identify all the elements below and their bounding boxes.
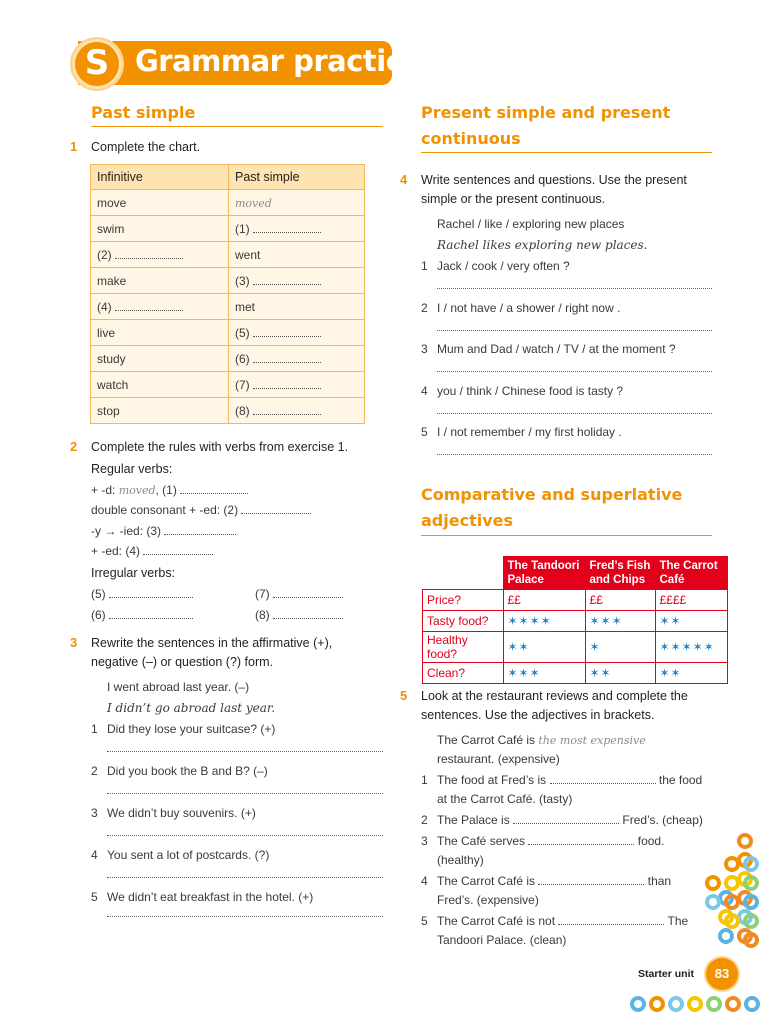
answer-blank[interactable]	[253, 325, 321, 337]
past-simple-cell	[229, 242, 365, 268]
decorative-ring	[724, 875, 740, 891]
column-header: Fred’s Fish and Chips	[585, 557, 655, 590]
item-text: (healthy)	[437, 853, 484, 867]
decorative-ring	[724, 894, 740, 910]
example-text: restaurant. (expensive)	[437, 752, 560, 766]
item-text: You sent a lot of postcards. (?)	[107, 848, 270, 862]
exercise-instruction: Write sentences and questions. Use the present simple or the present continuous.	[421, 173, 687, 206]
cell-text: moved	[235, 196, 272, 210]
table-row	[91, 190, 365, 216]
column-header: Past simple	[229, 165, 365, 190]
decorative-ring	[743, 932, 759, 948]
answer-line[interactable]	[107, 916, 383, 917]
item-text: Mum and Dad / watch / TV / at the moment ?	[437, 342, 676, 356]
rating-stars: ✶✶	[655, 611, 727, 632]
cell-text: study	[97, 351, 126, 366]
page-number: 83	[714, 966, 730, 981]
verb-chart	[90, 164, 365, 424]
cell-text: stop	[97, 403, 120, 418]
decorative-ring	[630, 996, 646, 1012]
item-number: 5	[421, 914, 428, 928]
list-item	[91, 888, 383, 930]
answer-blank[interactable]	[273, 586, 343, 598]
infinitive-cell	[91, 294, 229, 320]
table-row	[91, 294, 365, 320]
item-text: than	[647, 874, 672, 888]
list-item	[421, 832, 713, 872]
past-simple-cell	[229, 372, 365, 398]
rating-stars: ✶✶✶✶	[503, 611, 585, 632]
section-rule	[421, 535, 712, 536]
rating-stars: ✶✶✶	[585, 611, 655, 632]
rating-stars: ✶✶	[503, 632, 585, 663]
table-row	[423, 632, 728, 663]
example-answer: I didn’t go abroad last year.	[107, 701, 276, 715]
answer-blank[interactable]	[253, 273, 321, 285]
infinitive-cell	[91, 346, 229, 372]
cell-text: move	[97, 195, 127, 210]
list-item	[421, 340, 712, 382]
cell-text: watch	[97, 377, 129, 392]
list-item	[421, 771, 713, 811]
rule-line	[91, 481, 248, 500]
list-item	[421, 423, 712, 465]
item-number: 3	[421, 342, 428, 356]
item-text: The food at Fred’s is	[437, 773, 547, 787]
rule-text: + -ed: (4)	[91, 544, 141, 558]
section-rule	[91, 126, 383, 127]
answer-blank[interactable]	[109, 586, 193, 598]
blank-number: (6)	[91, 608, 106, 622]
page-number-badge	[706, 958, 738, 990]
answer-line[interactable]	[437, 288, 712, 289]
example-text: The Carrot Café is	[437, 733, 539, 747]
decorative-ring	[743, 875, 759, 891]
item-number: 4	[91, 848, 98, 862]
section-title-comparative: Comparative and superlative adjectives	[421, 485, 683, 530]
answer-blank[interactable]	[241, 502, 311, 514]
list-item	[91, 846, 383, 888]
item-text: food.	[637, 834, 665, 848]
item-number: 3	[91, 806, 98, 820]
table-row	[423, 590, 728, 611]
table-row	[423, 663, 728, 684]
answer-line[interactable]	[107, 835, 383, 836]
table-row	[423, 611, 728, 632]
rating-stars: ✶	[585, 632, 655, 663]
answer-line[interactable]	[437, 413, 712, 414]
item-text: Did you book the B and B? (–)	[107, 764, 268, 778]
exercise-number: 2	[70, 439, 78, 454]
row-label: Clean?	[423, 663, 504, 684]
price-cell: ££	[585, 590, 655, 611]
item-text: Fred’s. (cheap)	[622, 813, 703, 827]
answer-blank[interactable]	[115, 247, 183, 259]
item-number: 3	[421, 834, 428, 848]
answer-blank[interactable]	[253, 351, 321, 363]
cell-text: (2)	[97, 248, 112, 262]
example-answer: Rachel likes exploring new places.	[437, 238, 648, 252]
rule-line	[91, 501, 311, 520]
cell-text: (3)	[235, 274, 250, 288]
regular-verbs-label: Regular verbs:	[91, 462, 173, 476]
exercise-instruction: Complete the rules with verbs from exercise 1.	[91, 440, 349, 454]
exercise-3-items	[91, 720, 383, 930]
rule-line	[255, 585, 343, 604]
item-text: I / not remember / my first holiday .	[437, 425, 622, 439]
table-row	[91, 268, 365, 294]
decorative-ring	[705, 875, 721, 891]
exercise-instruction: Look at the restaurant reviews and complete the sentences. Use the adjectives in brackets.	[421, 689, 688, 722]
item-text: We didn’t eat breakfast in the hotel. (+)	[107, 890, 314, 904]
rule-line	[91, 542, 213, 561]
rating-stars: ✶✶✶✶✶	[655, 632, 727, 663]
list-item	[91, 762, 383, 804]
cell-text: (5)	[235, 326, 250, 340]
decorative-ring	[744, 996, 760, 1012]
table-row	[91, 398, 365, 424]
table-row	[91, 242, 365, 268]
answer-blank[interactable]	[164, 523, 236, 535]
answer-line[interactable]	[437, 330, 712, 331]
item-text: Jack / cook / very often ?	[437, 259, 570, 273]
table-row	[91, 372, 365, 398]
cell-text: went	[235, 247, 261, 262]
infinitive-cell	[91, 216, 229, 242]
exercise-number: 1	[70, 139, 78, 154]
section-rule	[421, 152, 712, 153]
infinitive-cell	[91, 190, 229, 216]
section-title-present: Present simple and present continuous	[421, 103, 671, 148]
answer-blank[interactable]	[273, 607, 343, 619]
cell-text: swim	[97, 221, 125, 236]
item-number: 1	[421, 773, 428, 787]
example-sentence: Rachel / like / exploring new places	[437, 217, 625, 231]
answer-blank[interactable]	[558, 913, 664, 925]
item-text: you / think / Chinese food is tasty ?	[437, 383, 624, 398]
empty-header	[423, 557, 504, 590]
rule-text: , (1)	[155, 483, 177, 497]
rule-line	[91, 585, 193, 604]
item-text: The Palace is	[437, 813, 510, 827]
exercise-5-items	[421, 771, 713, 952]
past-simple-cell	[229, 190, 365, 216]
rule-line	[255, 606, 343, 625]
decorative-ring	[687, 996, 703, 1012]
infinitive-cell	[91, 242, 229, 268]
rule-text: -y → -ied: (3)	[91, 524, 162, 538]
decorative-ring	[737, 833, 753, 849]
cell-text: (8)	[235, 404, 250, 418]
row-label: Price?	[423, 590, 504, 611]
answer-blank[interactable]	[253, 221, 321, 233]
blank-number: (5)	[91, 587, 106, 601]
exercise-number: 4	[400, 172, 408, 187]
table-row	[91, 216, 365, 242]
rating-stars: ✶✶	[655, 663, 727, 684]
example-sentence	[437, 731, 713, 769]
list-item	[421, 912, 713, 952]
rule-example: moved	[118, 484, 156, 497]
decorative-ring	[718, 928, 734, 944]
list-item	[91, 720, 383, 762]
answer-blank[interactable]	[253, 377, 321, 389]
rule-line	[91, 522, 236, 541]
answer-line[interactable]	[107, 751, 383, 752]
decorative-ring	[724, 856, 740, 872]
rating-stars: ✶✶✶	[503, 663, 585, 684]
list-item	[421, 257, 712, 299]
exercise-instruction: Rewrite the sentences in the affirmative (+), negative (–) or question (?) form.	[91, 636, 333, 669]
item-number: 2	[91, 764, 98, 778]
row-label: Tasty food?	[423, 611, 504, 632]
item-text: Tandoori Palace. (clean)	[437, 933, 567, 947]
example-answer: the most expensive	[538, 734, 646, 747]
list-item	[421, 299, 712, 341]
price-cell: ££	[503, 590, 585, 611]
decorative-ring	[668, 996, 684, 1012]
item-text: The Café serves	[437, 834, 526, 848]
exercise-number: 5	[400, 688, 408, 703]
item-text: Did they lose your suitcase? (+)	[107, 722, 276, 736]
answer-blank[interactable]	[513, 812, 619, 824]
exercise-instruction: Complete the chart.	[91, 140, 201, 154]
table-row	[91, 320, 365, 346]
unit-badge	[70, 37, 124, 91]
rule-text: + -d:	[91, 483, 119, 497]
past-simple-cell	[229, 398, 365, 424]
decorative-ring	[743, 894, 759, 910]
item-text: Fred’s. (expensive)	[437, 893, 539, 907]
list-item	[421, 872, 713, 912]
infinitive-cell	[91, 320, 229, 346]
past-simple-cell	[229, 268, 365, 294]
answer-line[interactable]	[437, 371, 712, 372]
item-text: The	[667, 914, 689, 928]
item-number: 5	[91, 890, 98, 904]
rating-stars: ✶✶	[585, 663, 655, 684]
answer-blank[interactable]	[538, 873, 644, 885]
decorative-ring	[724, 913, 740, 929]
answer-blank[interactable]	[115, 299, 183, 311]
item-number: 2	[421, 813, 428, 827]
decorative-ring	[649, 996, 665, 1012]
list-item	[421, 811, 713, 832]
page-title: Grammar practice	[135, 44, 422, 78]
blank-number: (7)	[255, 587, 270, 601]
row-label: Healthy food?	[423, 632, 504, 663]
item-text: The Carrot Café is	[437, 874, 536, 888]
unit-badge-letter: S	[84, 43, 110, 83]
exercise-number: 3	[70, 635, 78, 650]
answer-blank[interactable]	[550, 772, 656, 784]
answer-blank[interactable]	[180, 482, 248, 494]
cell-text: make	[97, 273, 127, 288]
list-item	[91, 804, 383, 846]
item-text: at the Carrot Café. (tasty)	[437, 792, 573, 806]
item-text: I / not have / a shower / right now .	[437, 300, 621, 315]
item-text: We didn’t buy souvenirs. (+)	[107, 806, 256, 820]
decorative-ring	[705, 894, 721, 910]
cell-text: (1)	[235, 222, 250, 236]
unit-label: Starter unit	[637, 968, 694, 980]
decorative-ring	[725, 996, 741, 1012]
section-title-past-simple: Past simple	[91, 103, 196, 122]
cell-text: met	[235, 299, 256, 314]
table-row	[91, 346, 365, 372]
answer-blank[interactable]	[528, 833, 634, 845]
past-simple-cell	[229, 294, 365, 320]
price-cell: ££££	[655, 590, 727, 611]
answer-line[interactable]	[107, 793, 383, 794]
answer-line[interactable]	[437, 454, 712, 455]
column-header: Infinitive	[91, 165, 229, 190]
blank-number: (8)	[255, 608, 270, 622]
cell-text: live	[97, 325, 116, 340]
rule-text: double consonant + -ed: (2)	[91, 503, 239, 517]
item-text: The Carrot Café is not	[437, 914, 556, 928]
decorative-ring	[743, 856, 759, 872]
cell-text: (7)	[235, 378, 250, 392]
item-text: the food	[658, 773, 703, 787]
answer-line[interactable]	[107, 877, 383, 878]
decorative-ring	[743, 913, 759, 929]
rule-line	[91, 606, 193, 625]
past-simple-cell	[229, 320, 365, 346]
item-number: 4	[421, 874, 428, 888]
answer-blank[interactable]	[109, 607, 193, 619]
example-sentence: I went abroad last year. (–)	[107, 680, 250, 694]
column-header: The Carrot Café	[655, 557, 727, 590]
infinitive-cell	[91, 398, 229, 424]
infinitive-cell	[91, 268, 229, 294]
item-number: 2	[421, 300, 428, 315]
irregular-verbs-label: Irregular verbs:	[91, 566, 176, 580]
decorative-ring	[706, 996, 722, 1012]
cell-text: (4)	[97, 300, 112, 314]
list-item	[421, 382, 712, 424]
item-number: 1	[421, 259, 428, 273]
infinitive-cell	[91, 372, 229, 398]
column-header: The Tandoori Palace	[503, 557, 585, 590]
cell-text: (6)	[235, 352, 250, 366]
past-simple-cell	[229, 346, 365, 372]
item-number: 4	[421, 383, 428, 398]
answer-blank[interactable]	[143, 543, 213, 555]
item-number: 1	[91, 722, 98, 736]
item-number: 5	[421, 425, 428, 439]
exercise-4-items	[421, 257, 712, 465]
past-simple-cell	[229, 216, 365, 242]
restaurant-table	[422, 556, 728, 684]
answer-blank[interactable]	[253, 403, 321, 415]
